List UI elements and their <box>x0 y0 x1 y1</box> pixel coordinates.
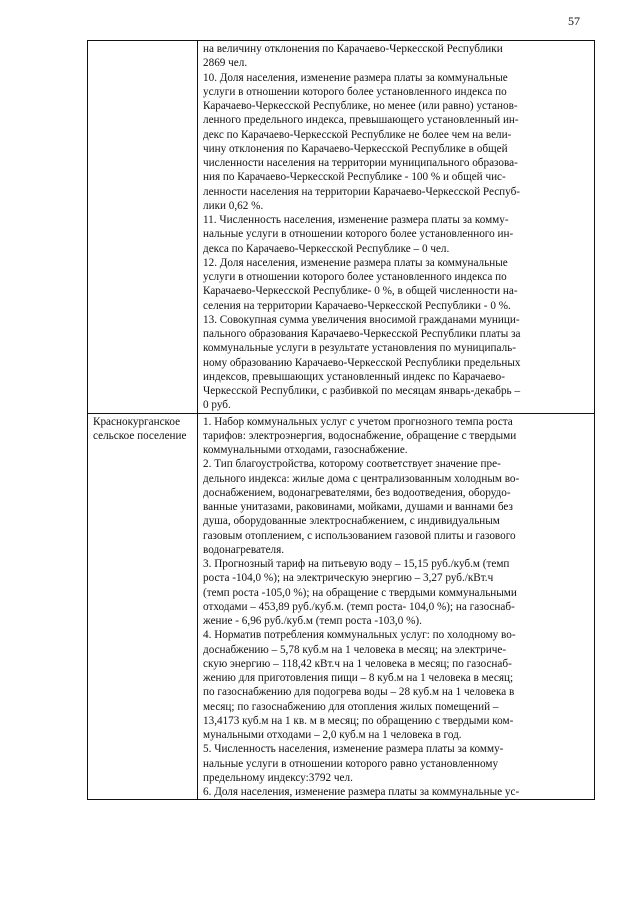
text-line: ванные унитазами, раковинами, мойками, душами и ваннами без <box>203 501 513 513</box>
text-line: лики 0,62 %. <box>203 199 264 212</box>
text-line: 13. Совокупная сумма увеличения вносимой гражданами муници- <box>203 313 520 326</box>
text-line: ному образованию Карачаево-Черкесской Республики предельных <box>203 356 521 369</box>
text-line: нальные услуги в отношении которого более установленного ин- <box>203 228 514 241</box>
text-line: (темп роста -105,0 %); на обращение с твердыми коммунальными <box>203 586 517 599</box>
text-line: индексов, превышающих установленный индекс по Карачаево- <box>203 370 505 383</box>
text-line: услуги в отношении которого более установленного индекса по <box>203 271 507 283</box>
text-line: доснабжению – 5,78 куб.м на 1 человека в месяц; на электриче- <box>203 643 507 656</box>
text-line: нальные услуги в отношении которого равно установленному <box>203 757 499 770</box>
text-line: дельного индекса: жилые дома с централизованным холодным во- <box>203 472 520 485</box>
text-line: 10. Доля населения, изменение размера платы за коммунальные <box>203 71 508 84</box>
page-number: 57 <box>568 14 580 28</box>
text-line: душа, оборудованные электроснабжением, с индивидуальным <box>203 515 500 528</box>
text-line: 13,4173 куб.м на 1 кв. м в месяц; по обращению с твердыми ком- <box>203 714 514 727</box>
text-line: жению для приготовления пищи – 8 куб.м на 1 человека в месяц; <box>203 672 514 684</box>
table-row <box>88 41 595 414</box>
text-line: тарифов: электроэнергия, водоснабжение, обращение с твердыми <box>203 429 517 442</box>
text-line: численности населения на территории муниципального образова- <box>203 157 518 169</box>
text-line: жение - 6,96 руб./куб.м (темп роста -103,0 %). <box>203 615 422 627</box>
text-line: водонагревателя. <box>203 543 285 556</box>
text-line: селения на территории Карачаево-Черкесской Республики - 0 %. <box>203 299 511 312</box>
text-line: предельному индексу:3792 чел. <box>203 771 353 784</box>
text-line: ленного предельного индекса, превышающего установленный ин- <box>203 114 519 127</box>
text-line: коммунальными отходами, газоснабжение. <box>203 444 408 456</box>
text-line: 4. Норматив потребления коммунальных услуг: по холодному во- <box>203 629 516 642</box>
text-line: коммунальные услуги в результате установления по муниципаль- <box>203 342 516 355</box>
text-line: декса по Карачаево-Черкесской Республике – 0 чел. <box>203 242 450 255</box>
text-line: отходами – 453,89 руб./куб.м. (темп роста- 104,0 %); на газоснаб- <box>203 600 515 613</box>
municipality-cell <box>88 41 198 414</box>
indices-table <box>87 40 595 800</box>
text-line: 2. Тип благоустройства, которому соответствует значение пре- <box>203 458 501 471</box>
text-line: Черкесской Республики, с разбивкой по месяцам январь-декабрь – <box>203 385 521 397</box>
text-line: услуги в отношении которого более установленного индекса по <box>203 85 507 98</box>
text-line: Карачаево-Черкесской Республике, но менее (или равно) установ- <box>203 100 518 112</box>
text-line: месяц; по газоснабжению для отопления жилых помещений – <box>203 700 499 713</box>
text-line: ленности населения на территории Карачаево-Черкесской Респуб- <box>203 185 521 198</box>
text-line: по газоснабжению для подогрева воды – 28 куб.м на 1 человека в <box>203 686 515 699</box>
indicators-cell <box>198 41 595 414</box>
text-line: роста -104,0 %); на электрическую энергию – 3,27 руб./кВт.ч <box>203 572 494 585</box>
text-line: мунальными отходами – 2,0 куб.м на 1 человека в год. <box>203 729 462 741</box>
text-line: чину отклонения по Карачаево-Черкесской Республике в общей <box>203 142 508 155</box>
text-line: Карачаево-Черкесской Республике- 0 %, в общей численности на- <box>203 285 518 298</box>
text-line: ния по Карачаево-Черкесской Республике - 100 % и общей чис- <box>203 171 506 184</box>
municipality-cell: Краснокурганское сельское поселение <box>88 413 198 800</box>
text-line: 11. Численность населения, изменение размера платы за комму- <box>203 214 509 226</box>
text-line: пального образования Карачаево-Черкесской Республики платы за <box>203 328 521 340</box>
text-line: доснабжением, водонагревателями, без водоотведения, оборудо- <box>203 486 511 499</box>
text-line: газовым отоплением, с использованием газовой плиты и газового <box>203 529 516 542</box>
indicators-cell <box>198 413 595 800</box>
text-line: 1. Набор коммунальных услуг с учетом прогнозного темпа роста <box>203 415 513 428</box>
text-line: скую энергию – 118,42 кВт.ч на 1 человека в месяц; по газоснаб- <box>203 657 512 670</box>
text-line: 6. Доля населения, изменение размера платы за коммунальные ус- <box>203 786 520 798</box>
text-line: 2869 чел. <box>203 57 248 70</box>
text-line: декс по Карачаево-Черкесской Республике не более чем на вели- <box>203 128 512 141</box>
text-line: 3. Прогнозный тариф на питьевую воду – 15,15 руб./куб.м (темп <box>203 558 510 570</box>
table-row <box>88 413 595 800</box>
text-line: 12. Доля населения, изменение размера платы за коммунальные <box>203 256 508 269</box>
text-line: 0 руб. <box>203 399 231 412</box>
text-line: на величину отклонения по Карачаево-Черкесской Республики <box>203 43 503 55</box>
text-line: 5. Численность населения, изменение размера платы за комму- <box>203 743 504 756</box>
